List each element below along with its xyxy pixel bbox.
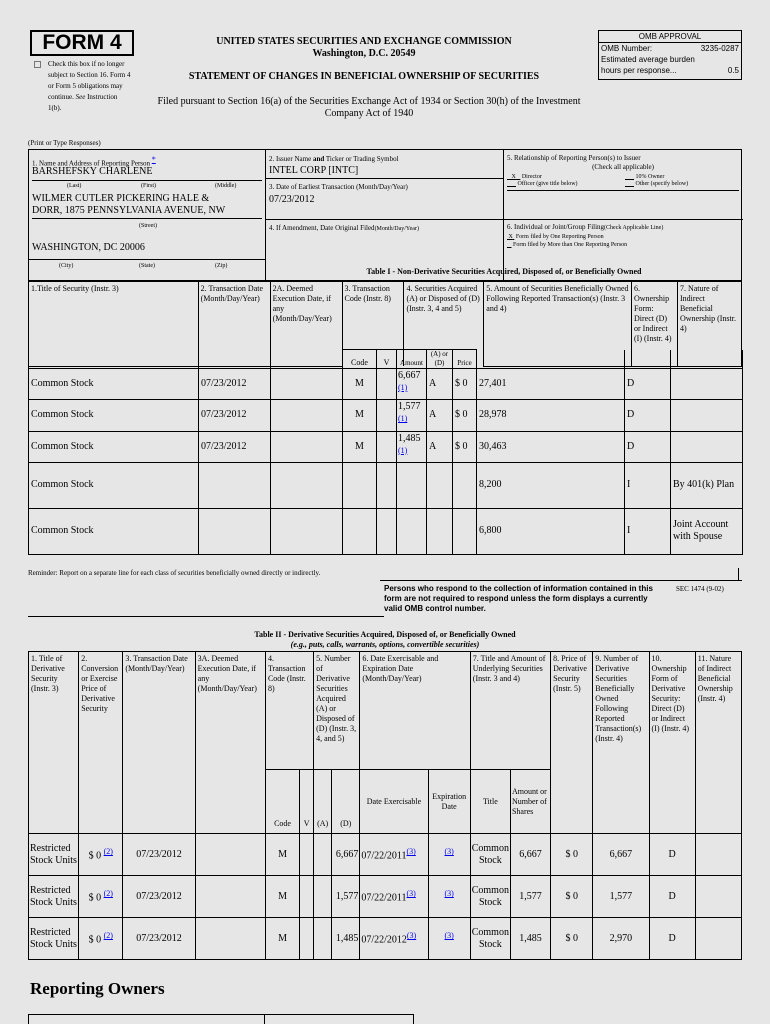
t1-owned: 27,401 bbox=[477, 369, 625, 400]
t1-amount-cell bbox=[397, 369, 427, 400]
t1-date bbox=[199, 508, 271, 554]
t2-owned: 6,667 bbox=[593, 834, 649, 876]
sec-code: SEC 1474 (9-02) bbox=[676, 585, 724, 593]
print-type-note: (Print or Type Responses) bbox=[28, 139, 101, 147]
t2-price: $ 0 bbox=[88, 892, 102, 904]
t1-h-deemed: 2A. Deemed Execution Date, if any (Month/Day/Year) bbox=[270, 282, 342, 367]
no-longer-subject-checkbox[interactable] bbox=[34, 61, 41, 68]
table-row bbox=[29, 876, 742, 918]
t2-h-underlying: 7. Title and Amount of Underlying Securities (Instr. 3 and 4) bbox=[470, 652, 550, 770]
t1-ad bbox=[427, 462, 453, 508]
table2-title: Table II - Derivative Securities Acquired, Disposed of, or Beneficially Owned bbox=[254, 630, 516, 639]
name-label: 1. Name and Address of Reporting Person * bbox=[32, 155, 156, 168]
t2-form: D bbox=[649, 834, 695, 876]
t2-title: Restricted Stock Units bbox=[29, 834, 79, 876]
name-footnote-link[interactable]: * bbox=[151, 155, 156, 164]
omb-number-label: OMB Number: bbox=[601, 44, 653, 53]
t2-form: D bbox=[649, 876, 695, 918]
t1-code bbox=[343, 462, 377, 508]
t1-h-amount-sub: Amount bbox=[397, 350, 427, 369]
t2-h-d-sub: (D) bbox=[332, 770, 360, 834]
t2-disposed: 1,577 bbox=[332, 876, 360, 918]
t2-price: $ 0 bbox=[88, 934, 102, 946]
earliest-date: 07/23/2012 bbox=[269, 194, 315, 205]
reporting-owners-table bbox=[28, 1014, 414, 1024]
t1-nature: Joint Account with Spouse bbox=[671, 508, 743, 554]
t2-exercisable-cell bbox=[360, 918, 428, 960]
t1-code bbox=[343, 508, 377, 554]
t2-price: $ 0 bbox=[88, 850, 102, 862]
t2-form: D bbox=[649, 918, 695, 960]
t2-date: 07/23/2012 bbox=[123, 918, 195, 960]
t2-exercisable: 07/22/2011 bbox=[361, 892, 407, 904]
t2-disposed: 1,485 bbox=[332, 918, 360, 960]
t1-footnote-link[interactable]: (1) bbox=[398, 414, 408, 424]
t1-form: I bbox=[625, 508, 671, 554]
t1-amount: 1,485 bbox=[398, 432, 421, 444]
omb-hours: 0.5 bbox=[727, 66, 739, 75]
t2-disposed: 6,667 bbox=[332, 834, 360, 876]
t1-h-acquired: 4. Securities Acquired (A) or Disposed of (D) (Instr. 3, 4 and 5) bbox=[404, 282, 484, 366]
address-line-1: WILMER CUTLER PICKERING HALE & bbox=[32, 193, 210, 204]
t1-amount-cell bbox=[397, 462, 427, 508]
t2-h-v-sub: V bbox=[300, 770, 314, 834]
omb-hours-label: hours per response... bbox=[601, 66, 677, 75]
city-label: (City) bbox=[59, 263, 74, 269]
reporting-person-section bbox=[28, 149, 742, 281]
reporting-name: BARSHEFSKY CHARLENE bbox=[32, 166, 153, 177]
table-row bbox=[29, 431, 743, 462]
t1-code: M bbox=[343, 400, 377, 431]
t2-h-dates: 6. Date Exercisable and Expiration Date (Month/Day/Year) bbox=[360, 652, 470, 770]
t1-nature bbox=[671, 431, 743, 462]
t2-exercisable-cell bbox=[360, 834, 428, 876]
t2-under-amount: 6,667 bbox=[510, 834, 550, 876]
t2-h-number: 5. Number of Derivative Securities Acquired (A) or Disposed of (D) (Instr. 3, 4, and 5) bbox=[314, 652, 360, 770]
t1-h-title: 1.Title of Security (Instr. 3) bbox=[29, 282, 199, 367]
officer-option[interactable]: Officer (give title below) bbox=[517, 181, 578, 187]
t2-h-conv: 2. Conversion or Exercise Price of Derivative Security bbox=[79, 652, 123, 834]
t2-h-title: 1. Title of Derivative Security (Instr. 3) bbox=[29, 652, 79, 834]
zip-label: (Zip) bbox=[215, 263, 228, 269]
street-label: (Street) bbox=[139, 223, 157, 229]
form-title: FORM 4 bbox=[30, 30, 134, 56]
t2-h-date: 3. Transaction Date (Month/Day/Year) bbox=[123, 652, 195, 834]
t2-h-price: 8. Price of Derivative Security (Instr. 5) bbox=[551, 652, 593, 834]
table-row bbox=[29, 834, 742, 876]
earliest-date-label: 3. Date of Earliest Transaction (Month/Day/Year) bbox=[269, 183, 408, 191]
t2-deriv-price: $ 0 bbox=[551, 876, 593, 918]
t2-h-amount-sub: Amount or Number of Shares bbox=[510, 770, 550, 834]
t2-owned: 1,577 bbox=[593, 876, 649, 918]
t2-h-title-sub: Title bbox=[470, 770, 510, 834]
city-state: WASHINGTON, DC 20006 bbox=[32, 242, 145, 253]
t1-h-nature: 7. Nature of Indirect Beneficial Ownership (Instr. 4) bbox=[677, 282, 741, 367]
t2-exp-cell bbox=[428, 876, 470, 918]
t2-h-owned: 9. Number of Derivative Securities Beneficially Owned Following Reported Transaction(s) (Instr. 4) bbox=[593, 652, 649, 834]
table1-title: Table I - Non-Derivative Securities Acquired, Disposed of, or Beneficially Owned bbox=[366, 267, 642, 276]
t1-owned: 6,800 bbox=[477, 508, 625, 554]
t1-title: Common Stock bbox=[29, 400, 199, 431]
t2-ex-footnote-link[interactable]: (3) bbox=[406, 889, 416, 899]
individual-filing-label: 6. Individual or Joint/Group Filing(Check Applicable Line) bbox=[507, 223, 664, 231]
omb-burden-label: Estimated average burden bbox=[601, 55, 695, 64]
t2-title: Restricted Stock Units bbox=[29, 918, 79, 960]
t2-deriv-price: $ 0 bbox=[551, 918, 593, 960]
t2-code: M bbox=[265, 918, 299, 960]
t1-nature bbox=[671, 400, 743, 431]
t1-price: $ 0 bbox=[453, 400, 477, 431]
t2-code: M bbox=[265, 834, 299, 876]
ten-percent-owner-option[interactable]: 10% Owner bbox=[635, 174, 665, 180]
amendment-label: 4. If Amendment, Date Original Filed(Month/Day/Year) bbox=[269, 224, 419, 232]
t1-footnote-link[interactable]: (1) bbox=[398, 445, 408, 455]
t2-deriv-price: $ 0 bbox=[551, 834, 593, 876]
t2-exp-footnote-link[interactable]: (3) bbox=[444, 847, 454, 857]
t2-exercisable-cell bbox=[360, 876, 428, 918]
t2-h-a-sub: (A) bbox=[314, 770, 332, 834]
t1-amount-cell bbox=[397, 400, 427, 431]
t1-owned: 8,200 bbox=[477, 462, 625, 508]
t1-h-date: 2. Transaction Date (Month/Day/Year) bbox=[198, 282, 270, 367]
t1-form: D bbox=[625, 431, 671, 462]
omb-title: OMB APPROVAL bbox=[599, 31, 741, 43]
table-row bbox=[29, 918, 742, 960]
last-label: (Last) bbox=[67, 183, 82, 189]
t2-price-footnote-link[interactable]: (2) bbox=[103, 847, 113, 857]
t1-price: $ 0 bbox=[453, 369, 477, 400]
t2-owned: 2,970 bbox=[593, 918, 649, 960]
address-line-2: DORR, 1875 PENNSYLVANIA AVENUE, NW bbox=[32, 205, 226, 216]
t1-h-code: 3. Transaction Code (Instr. 8) bbox=[342, 282, 404, 366]
middle-label: (Middle) bbox=[215, 183, 237, 189]
t2-price-cell bbox=[79, 918, 123, 960]
t2-date: 07/23/2012 bbox=[123, 834, 195, 876]
filed-pursuant: Filed pursuant to Section 16(a) of the Securities Exchange Act of 1934 or Section 30(h) of the Investment Company Act of 1940 bbox=[157, 96, 581, 119]
table2 bbox=[28, 651, 742, 960]
t1-ad: A bbox=[427, 431, 453, 462]
t1-h-aord-sub: (A) or (D) bbox=[427, 350, 453, 369]
agency-location: Washington, D.C. 20549 bbox=[312, 48, 416, 59]
t2-h-form: 10. Ownership Form of Derivative Security: Direct (D) or Indirect (I) (Instr. 4) bbox=[649, 652, 695, 834]
director-option[interactable]: X Director bbox=[511, 174, 542, 180]
t2-under-title: Common Stock bbox=[470, 834, 510, 876]
t2-price-footnote-link[interactable]: (2) bbox=[103, 889, 113, 899]
t1-ad: A bbox=[427, 400, 453, 431]
t1-date: 07/23/2012 bbox=[199, 431, 271, 462]
t2-ex-footnote-link[interactable]: (3) bbox=[406, 931, 417, 941]
t1-price: $ 0 bbox=[453, 431, 477, 462]
table1-body bbox=[28, 349, 743, 555]
t2-under-title: Common Stock bbox=[470, 876, 510, 918]
t2-exp-footnote-link[interactable]: (3) bbox=[444, 931, 454, 941]
table-row bbox=[29, 508, 743, 554]
table-row bbox=[29, 400, 743, 431]
t1-ad bbox=[427, 508, 453, 554]
table1-rows bbox=[28, 350, 742, 555]
t2-code: M bbox=[265, 876, 299, 918]
t1-owned: 28,978 bbox=[477, 400, 625, 431]
table2-grid bbox=[28, 651, 742, 960]
t2-h-code-sub: Code bbox=[265, 770, 299, 834]
t2-h-code: 4. Transaction Code (Instr. 8) bbox=[265, 652, 313, 770]
filed-by-one-option[interactable]: X Form filed by One Reporting Person bbox=[508, 234, 604, 240]
omb-approval-box bbox=[598, 30, 742, 80]
t2-exercisable: 07/22/2012 bbox=[361, 934, 407, 946]
t2-ex-footnote-link[interactable]: (3) bbox=[406, 847, 416, 857]
t2-exercisable: 07/22/2011 bbox=[361, 850, 407, 862]
t2-exp-cell bbox=[428, 834, 470, 876]
t1-amount: 6,667 bbox=[398, 370, 421, 381]
t2-under-amount: 1,577 bbox=[510, 876, 550, 918]
t1-footnote-link[interactable]: (1) bbox=[398, 383, 408, 392]
issuer-name: INTEL CORP [INTC] bbox=[269, 165, 359, 176]
t1-ad: A bbox=[427, 369, 453, 400]
t2-h-exercisable-sub: Date Exercisable bbox=[360, 770, 428, 834]
relationship-sub: (Check all applicable) bbox=[592, 163, 654, 171]
t2-under-amount: 1,485 bbox=[510, 918, 550, 960]
t1-nature: By 401(k) Plan bbox=[671, 462, 743, 508]
t2-h-deemed: 3A. Deemed Execution Date, if any (Month/Day/Year) bbox=[195, 652, 265, 834]
t1-form: D bbox=[625, 400, 671, 431]
t2-h-exp-sub: Expiration Date bbox=[428, 770, 470, 834]
t1-h-form: 6. Ownership Form: Direct (D) or Indirect (I) (Instr. 4) bbox=[632, 282, 678, 367]
t2-title: Restricted Stock Units bbox=[29, 876, 79, 918]
checkbox-instructions: Check this box if no longer subject to Section 16. Form 4 or Form 5 obligations may continue. See Instruction 1(b). bbox=[48, 60, 131, 112]
t1-amount-cell bbox=[397, 508, 427, 554]
reminder-text: Reminder: Report on a separate line for each class of securities beneficially owned directly or indirectly. bbox=[28, 569, 321, 577]
t1-code: M bbox=[343, 431, 377, 462]
persons-notice: Persons who respond to the collection of information contained in this form are not required to respond unless the form displays a currently valid OMB control number. bbox=[384, 584, 653, 613]
t2-h-nature: 11. Nature of Indirect Beneficial Ownership (Instr. 4) bbox=[695, 652, 741, 834]
statement-title: STATEMENT OF CHANGES IN BENEFICIAL OWNERSHIP OF SECURITIES bbox=[188, 71, 540, 82]
first-label: (First) bbox=[141, 183, 156, 189]
t2-exp-footnote-link[interactable]: (3) bbox=[444, 889, 454, 899]
t1-owned: 30,463 bbox=[477, 431, 625, 462]
agency-title: UNITED STATES SECURITIES AND EXCHANGE COMMISSION bbox=[216, 36, 512, 47]
table-row bbox=[29, 369, 743, 400]
t1-code: M bbox=[343, 369, 377, 400]
t1-h-v-sub: V bbox=[377, 350, 397, 369]
t1-h-code-sub: Code bbox=[343, 350, 377, 369]
t1-date: 07/23/2012 bbox=[199, 400, 271, 431]
t1-date: 07/23/2012 bbox=[199, 369, 271, 400]
t2-date: 07/23/2012 bbox=[123, 876, 195, 918]
t1-title: Common Stock bbox=[29, 462, 199, 508]
t1-form: D bbox=[625, 369, 671, 400]
t1-nature bbox=[671, 369, 743, 400]
t1-amount-cell bbox=[397, 431, 427, 462]
other-option[interactable]: Other (specify below) bbox=[635, 181, 689, 187]
t2-exp-cell bbox=[428, 918, 470, 960]
omb-number: 3235-0287 bbox=[700, 44, 739, 53]
form-page bbox=[24, 24, 746, 1024]
t2-under-title: Common Stock bbox=[470, 918, 510, 960]
table2-subtitle: (e.g., puts, calls, warrants, options, convertible securities) bbox=[290, 640, 480, 649]
t1-title: Common Stock bbox=[29, 369, 199, 400]
t1-price bbox=[453, 462, 477, 508]
table-row bbox=[29, 462, 743, 508]
t2-price-cell bbox=[79, 834, 123, 876]
t1-date bbox=[199, 462, 271, 508]
t1-title: Common Stock bbox=[29, 431, 199, 462]
t2-price-footnote-link[interactable]: (2) bbox=[103, 931, 113, 941]
t1-form: I bbox=[625, 462, 671, 508]
t1-h-owned: 5. Amount of Securities Beneficially Owned Following Reported Transaction(s) (Instr. 3 and 4) bbox=[484, 282, 632, 367]
t1-amount: 1,577 bbox=[398, 401, 421, 413]
issuer-label: 2. Issuer Name and Ticker or Trading Symbol bbox=[269, 155, 399, 163]
t2-price-cell bbox=[79, 876, 123, 918]
t1-title: Common Stock bbox=[29, 508, 199, 554]
t1-h-price-sub: Price bbox=[453, 350, 477, 369]
reporting-owners-title: Reporting Owners bbox=[30, 979, 165, 998]
t1-price bbox=[453, 508, 477, 554]
state-label: (State) bbox=[139, 263, 155, 269]
filed-by-more-option[interactable]: Form filed by More than One Reporting Person bbox=[513, 242, 628, 248]
relationship-label: 5. Relationship of Reporting Person(s) to Issuer bbox=[507, 154, 641, 162]
